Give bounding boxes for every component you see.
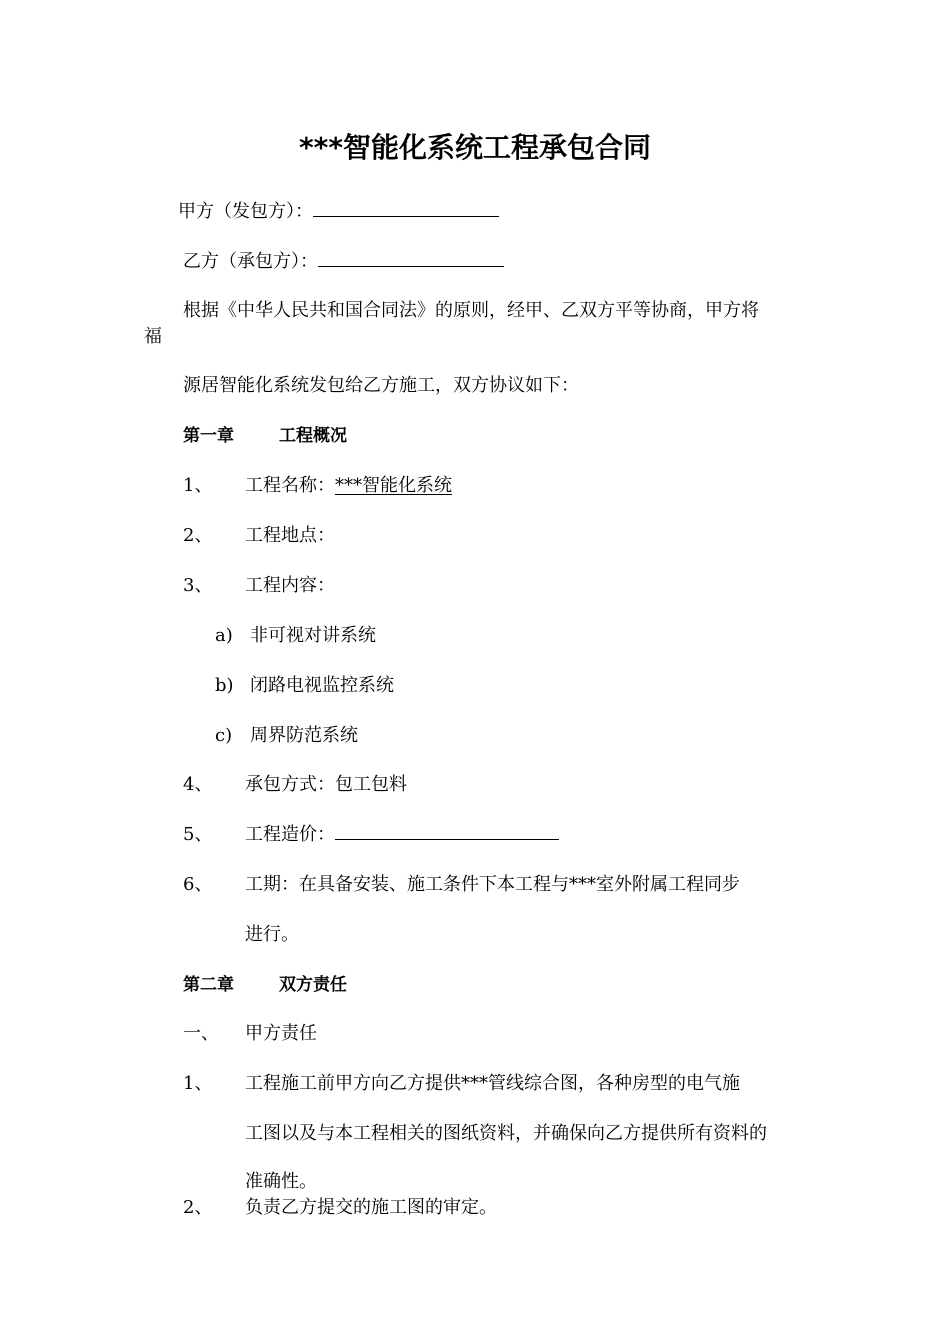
item-2-label: 工程地点： — [245, 525, 335, 546]
chapter-1-title: 工程概况 — [279, 426, 347, 446]
price-blank — [335, 823, 559, 840]
item-2-number: 2、 — [183, 525, 213, 546]
chapter-1-number: 第一章 — [183, 426, 234, 446]
duty-1-number: 1、 — [183, 1073, 213, 1094]
party-b-line — [183, 250, 504, 274]
sub-item-b-letter: b) — [215, 675, 234, 696]
sub-item-a-text: 非可视对讲系统 — [250, 625, 376, 646]
item-4-number: 4、 — [183, 774, 213, 795]
item-1-number: 1、 — [183, 475, 213, 496]
document-title: ***智能化系统工程承包合同 — [299, 131, 651, 164]
duty-1-line-1: 工程施工前甲方向乙方提供***管线综合图，各种房型的电气施 — [245, 1073, 740, 1094]
party-b-label: 乙方（承包方）： — [183, 251, 318, 272]
party-a-line — [178, 200, 499, 224]
party-a-blank — [313, 200, 499, 217]
item-5-label: 工程造价： — [245, 824, 335, 845]
section-1-number: 一、 — [183, 1023, 219, 1044]
intro-line-2: 源居智能化系统发包给乙方施工，双方协议如下： — [183, 375, 579, 396]
sub-item-c-letter: c) — [215, 725, 233, 746]
duty-1-line-2: 工图以及与本工程相关的图纸资料，并确保向乙方提供所有资料的 — [245, 1123, 767, 1144]
item-1-label: 工程名称： — [245, 475, 335, 496]
sub-item-b-text: 闭路电视监控系统 — [250, 675, 394, 696]
item-5-number: 5、 — [183, 824, 213, 845]
intro-wrap-char: 福 — [144, 326, 162, 347]
duty-1-line-3: 准确性。 — [245, 1171, 317, 1192]
chapter-2-number: 第二章 — [183, 975, 234, 995]
project-name-value: ***智能化系统 — [335, 475, 452, 496]
sub-item-c-text: 周界防范系统 — [250, 725, 358, 746]
party-b-blank — [318, 250, 504, 267]
party-a-label: 甲方（发包方）： — [178, 201, 313, 222]
item-6-line-2: 进行。 — [245, 924, 299, 945]
item-5-line — [245, 823, 559, 847]
chapter-2-title: 双方责任 — [279, 975, 347, 995]
intro-line-1: 根据《中华人民共和国合同法》的原则，经甲、乙双方平等协商，甲方将 — [183, 300, 759, 321]
item-1-text — [245, 474, 452, 498]
item-3-label: 工程内容： — [245, 575, 335, 596]
duty-2-number: 2、 — [183, 1197, 213, 1218]
item-3-number: 3、 — [183, 575, 213, 596]
section-1-title: 甲方责任 — [245, 1023, 317, 1044]
item-6-number: 6、 — [183, 874, 213, 895]
sub-item-a-letter: a) — [215, 625, 233, 646]
item-4-text: 承包方式：包工包料 — [245, 774, 407, 795]
item-6-line-1: 工期：在具备安装、施工条件下本工程与***室外附属工程同步 — [245, 874, 740, 895]
duty-2-text: 负责乙方提交的施工图的审定。 — [245, 1197, 497, 1218]
